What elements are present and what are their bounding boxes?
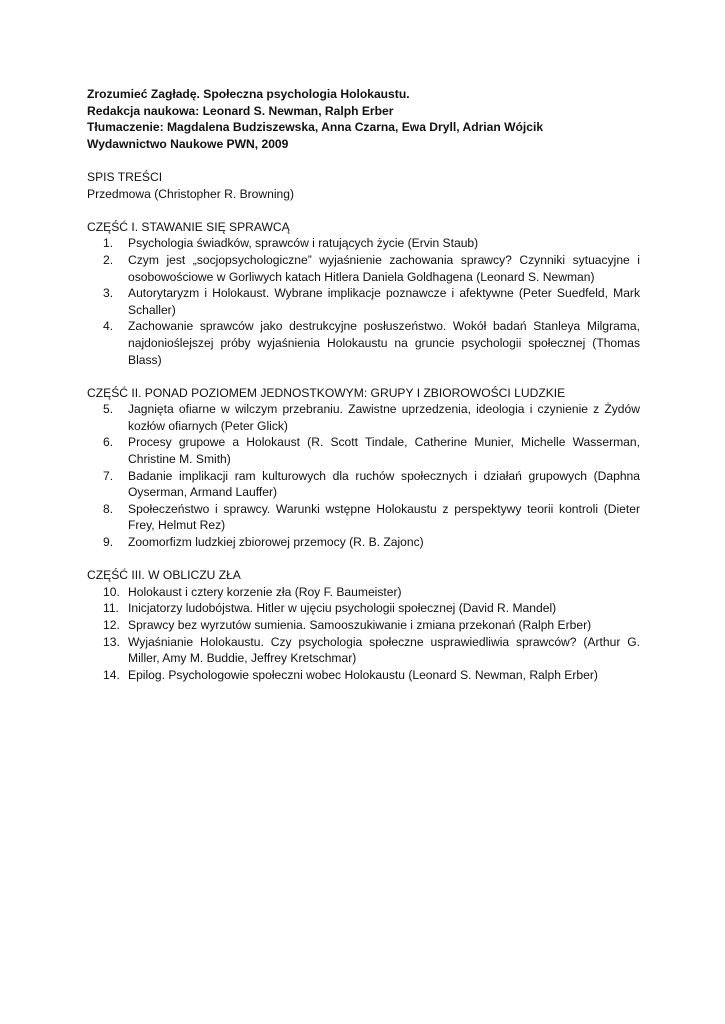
book-title: Zrozumieć Zagładę. Społeczna psychologia Holokaustu. [87,87,410,101]
entry-text: Autorytaryzm i Holokaust. Wybrane implikacje poznawcze i afektywne (Peter Suedfeld, Mark Schaller) [128,286,640,317]
entry-text: Społeczeństwo i sprawcy. Warunki wstępne Holokaustu z perspektywy teorii kontroli (Dieter Frey, Helmut Rez) [128,501,640,533]
entry-text: Jagnięta ofiarne w wilczym przebraniu. Zawistne uprzedzenia, ideologia i czynienie z Żydów kozłów ofiarnych (Peter Glick) [128,402,640,433]
entry-number: 10. [103,584,120,599]
spacer [87,551,640,568]
entry-text: Procesy grupowe a Holokaust (R. Scott Tindale, Catherine Munier, Michelle Wasserman, Christine M. Smith) [128,435,640,467]
entry-text: Holokaust i cztery korzenie zła (Roy F. Baumeister) [128,584,402,599]
spacer [87,202,640,219]
translators-line: Tłumaczenie: Magdalena Budziszewska, Anna Czarna, Ewa Dryll, Adrian Wójcik [87,120,544,135]
entry-number: 4. [103,319,114,334]
entry-number: 8. [103,501,114,516]
entry-number: 5. [103,402,114,417]
entry-number: 13. [103,634,120,649]
part-2-title: CZĘŚĆ II. PONAD POZIOMEM JEDNOSTKOWYM: GRUPY I ZBIOROWOŚCI LUDZKIE [87,385,566,400]
toc-entry [87,600,640,617]
entry-number: 6. [103,435,114,450]
part-3-title: CZĘŚĆ III. W OBLICZU ZŁA [87,568,241,583]
spacer [87,368,640,385]
entry-text: Sprawcy bez wyrzutów sumienia. Samooszukiwanie i zmiana przekonań (Ralph Erber) [128,618,592,632]
spacer [87,152,640,169]
entry-text: Czym jest „socjopsychologiczne” wyjaśnienie zachowania sprawcy? Czynniki sytuacyjne i osobowościowe w Gorliwych katach Hitlera Daniela Goldhagena (Leonard S. Newman) [128,252,640,284]
publisher-line: Wydawnictwo Naukowe PWN, 2009 [87,136,289,151]
entry-number: 12. [103,618,120,632]
toc-entry [87,584,640,601]
part-1-list [87,235,640,368]
entry-text: Epilog. Psychologowie społeczni wobec Holokaustu (Leonard S. Newman, Ralph Erber) [128,667,598,682]
toc-entry [87,318,640,368]
toc-entry [87,401,640,434]
toc-entry [87,285,640,318]
entry-text: Badanie implikacji ram kulturowych dla ruchów społecznych i działań grupowych (Daphna Oyserman, Armand Lauffer) [128,468,640,500]
part-1-title: CZĘŚĆ I. STAWANIE SIĘ SPRAWCĄ [87,219,290,234]
entry-number: 11. [103,601,119,616]
entry-number: 1. [103,236,114,251]
toc-entry [87,617,640,634]
entry-text: Zachowanie sprawców jako destrukcyjne posłuszeństwo. Wokół badań Stanleya Milgrama, najdonioślejszej próby wyjaśnienia Holokaustu na gruncie psychologii społecznej (Thomas Blass) [128,319,640,367]
preface-entry: Przedmowa (Christopher R. Browning) [87,186,295,201]
entry-number: 7. [103,468,114,483]
entry-text: Inicjatorzy ludobójstwa. Hitler w ujęciu psychologii społecznej (David R. Mandel) [128,601,557,616]
entry-number: 3. [103,286,114,301]
entry-text: Psychologia świadków, sprawców i ratujących życie (Ervin Staub) [128,236,479,251]
toc-entry [87,667,640,684]
toc-entry [87,235,640,252]
entry-number: 2. [103,252,114,267]
toc-entry [87,468,640,501]
toc-entry [87,501,640,534]
part-3-list [87,584,640,684]
entry-text: Wyjaśnianie Holokaustu. Czy psychologia społeczne usprawiedliwia sprawców? (Arthur G. Miller, Amy M. Buddie, Jeffrey Kretschmar) [128,634,640,666]
toc-entry [87,434,640,467]
entry-number: 14. [103,667,120,682]
toc-entry [87,534,640,551]
toc-title: SPIS TREŚCI [87,169,163,184]
toc-entry [87,252,640,285]
part-2-list [87,401,640,550]
document-content [87,86,640,683]
toc-entry [87,634,640,667]
editors-line: Redakcja naukowa: Leonard S. Newman, Ralph Erber [87,103,394,118]
entry-number: 9. [103,535,114,550]
entry-text: Zoomorfizm ludzkiej zbiorowej przemocy (R. B. Zajonc) [128,535,424,550]
